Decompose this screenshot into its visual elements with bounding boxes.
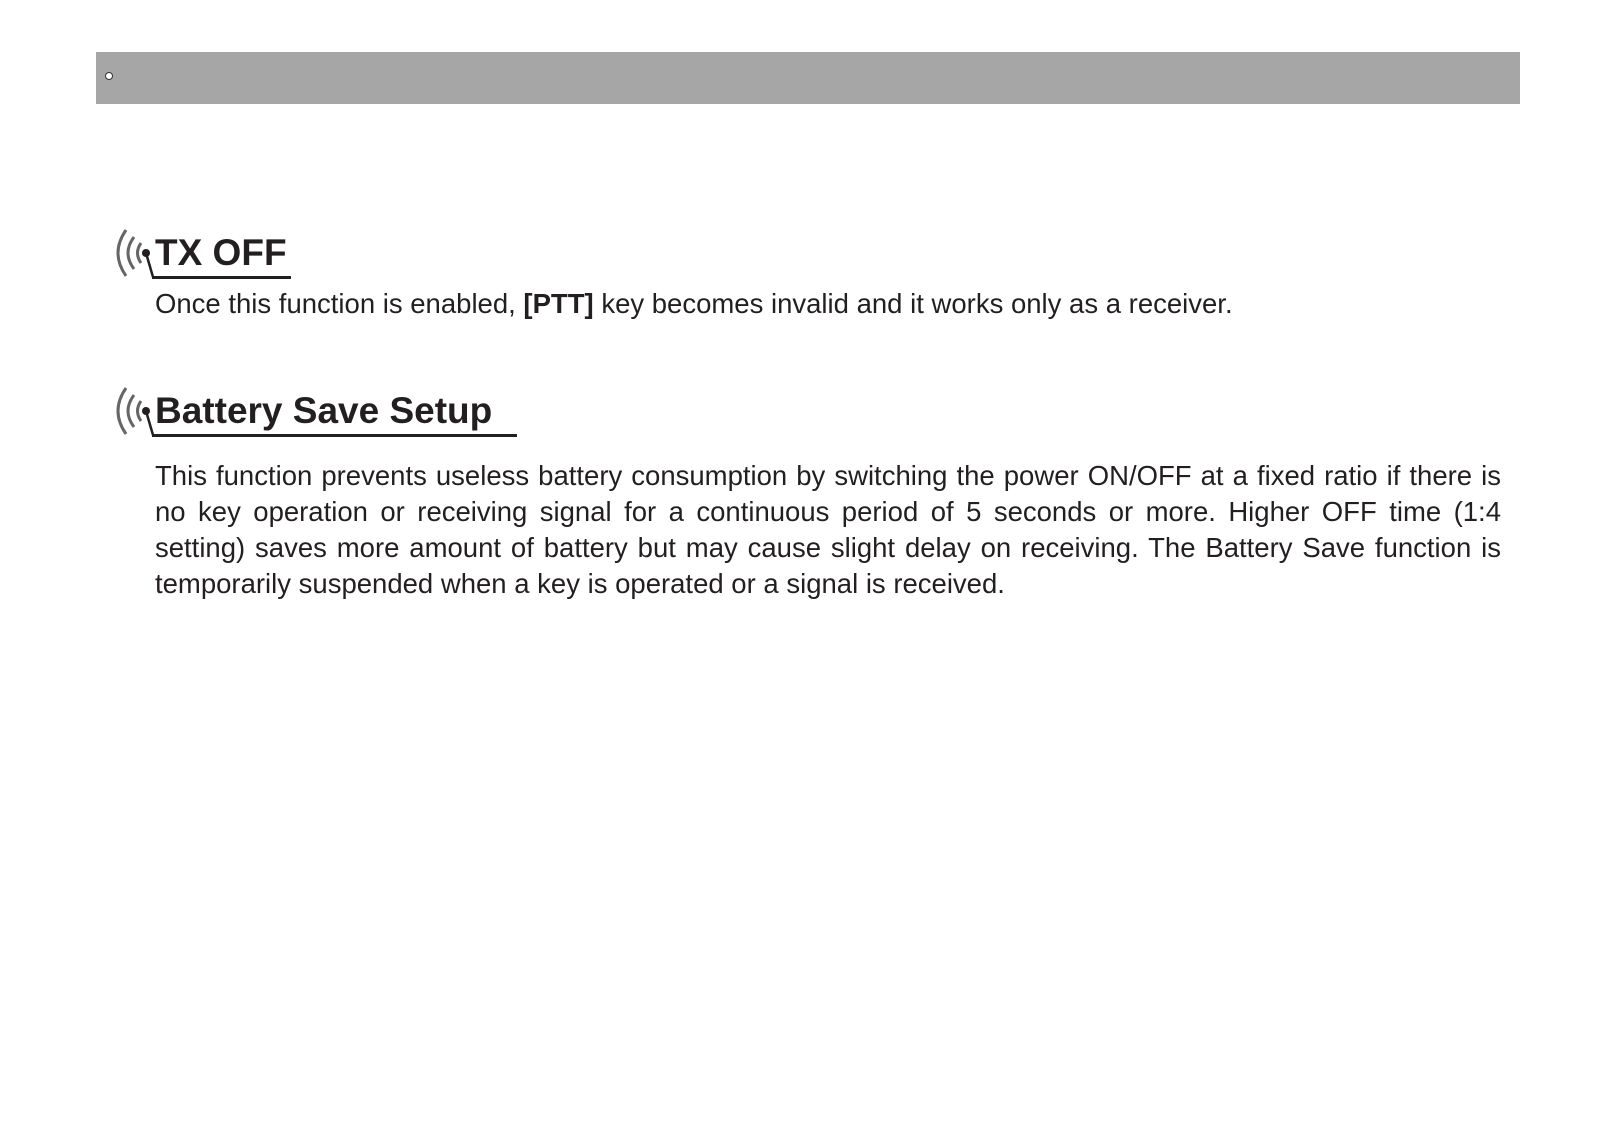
- circle-marker-icon: [105, 72, 113, 80]
- body-text-start: Once this function is enabled,: [155, 288, 524, 319]
- section-title: Battery Save Setup: [155, 390, 493, 431]
- radio-waves-icon: [112, 228, 156, 282]
- header-bar: [96, 52, 1520, 104]
- section-title: TX OFF: [155, 232, 287, 273]
- radio-waves-icon: [112, 386, 156, 440]
- heading-underline: [152, 434, 517, 437]
- heading-underline: [152, 276, 291, 279]
- ptt-key-label: [PTT]: [523, 288, 594, 319]
- section-body: This function prevents useless battery consumption by switching the power ON/OFF at a fixed ratio if there is no key operation or receiving signal for a continuous period of 5 seconds or more. Higher OFF time (1:4 setting) saves more amount of battery but may cause slight delay on receiving. The Battery Save function is temporarily suspended when a key is operated or a signal is received.: [155, 460, 1501, 599]
- section-body: [155, 286, 1501, 322]
- body-text-end: key becomes invalid and it works only as a receiver.: [593, 288, 1233, 319]
